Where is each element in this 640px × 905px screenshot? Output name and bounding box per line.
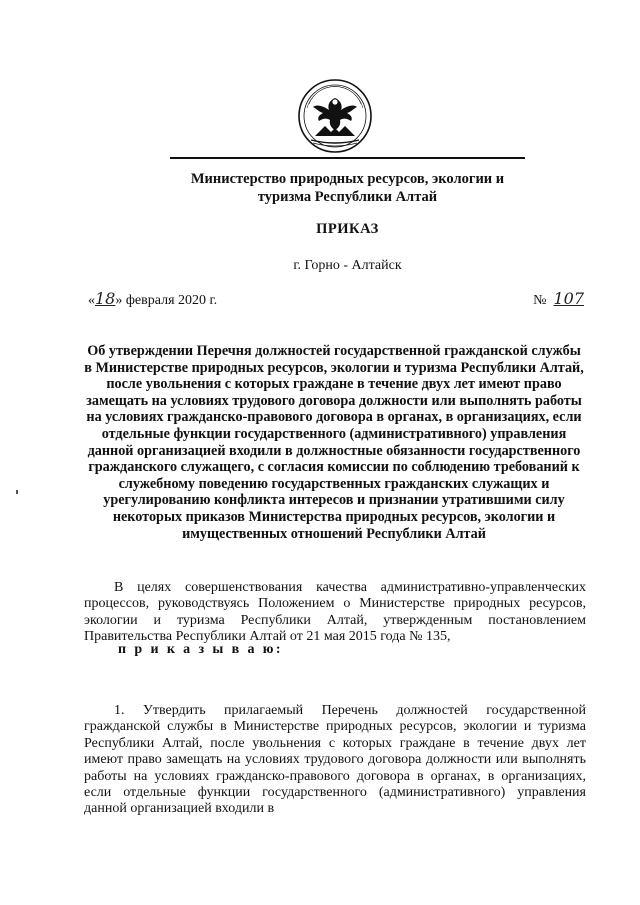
order-date: «18» февраля 2020 г.: [88, 289, 218, 308]
handwritten-day: 18: [95, 289, 116, 308]
orders-word: п р и к а з ы в а ю:: [118, 642, 283, 657]
preamble-paragraph: В целях совершенствования качества административно-управленческих процессов, руководствуясь Положением о Министерстве природных ресурсов, экологии и туризма Республики Алтай, утвержденным постановлением Правительства Республики Алтай от 21 мая 2015 года № 135,: [84, 580, 586, 645]
document-type-title: ПРИКАЗ: [316, 221, 379, 237]
order-number: № 107: [533, 289, 584, 308]
handwritten-number: 107: [553, 289, 584, 308]
header-divider: [170, 157, 525, 159]
scan-speck: [16, 490, 18, 494]
coat-of-arms-emblem-icon: [297, 78, 373, 154]
order-heading: Об утверждении Перечня должностей государственной гражданской службы в Министерстве природных ресурсов, экологии и туризма Республики Алтай, после увольнения с которых граждане в течение двух лет имеют право замещать на условиях трудового договора должности или выполнять работы на условиях гражданско-правового договора в органах, в организациях, если отдельные функции государственного (административного) управления данной организацией входили в должностные обязанности государственного гражданского служащего, с согласия комиссии по соблюдению требований к служебному поведению государственных гражданских служащих и урегулированию конфликта интересов и признании утратившими силу некоторых приказов Министерства природных ресурсов, экологии и имущественных отношений Республики Алтай: [84, 343, 584, 542]
ministry-name: Министерство природных ресурсов, экологии и туризма Республики Алтай: [190, 171, 505, 205]
city-line: г. Горно - Алтайск: [293, 258, 402, 273]
item-1-paragraph: 1. Утвердить прилагаемый Перечень должностей государственной гражданской службы в Министерстве природных ресурсов, экологии и туризма Республики Алтай, после увольнения с которых граждане в течение двух лет имеют право замещать на условиях трудового договора должности или выполнять работы на условиях гражданско-правового договора в органах, в организациях, если отдельные функции государственного (административного) управления данной организацией входили в: [84, 703, 586, 817]
date-number-row: [88, 289, 584, 309]
